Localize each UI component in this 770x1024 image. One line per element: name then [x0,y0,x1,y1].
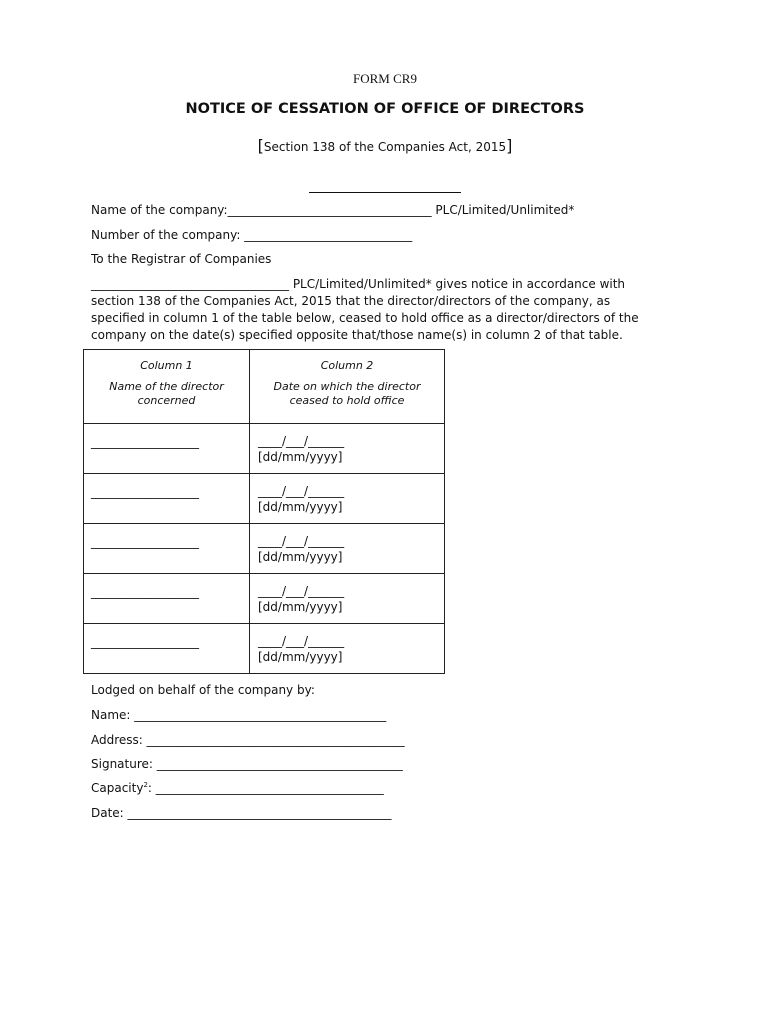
date-blank[interactable]: ____/___/______ [258,484,345,498]
cessation-date-cell[interactable] [250,574,445,624]
column-1-desc-line-1: Name of the director [109,380,224,393]
registrar-line: To the Registrar of Companies [91,252,272,266]
director-name-cell[interactable] [84,474,250,524]
top-blank-line[interactable] [309,180,461,193]
column-2-desc-line-1: Date on which the director [273,380,421,393]
director-name-cell[interactable] [84,424,250,474]
date-format-hint: [dd/mm/yyyy] [258,450,343,464]
table-row [84,424,445,474]
table-row [84,474,445,524]
table-header-row [84,350,445,424]
subtitle-open-bracket: [ [257,136,264,155]
column-2-desc [250,380,444,408]
company-name-field[interactable]: Name of the company:__________________________________ PLC/Limited/Unlimited* [91,203,575,217]
subtitle-close-bracket: ] [506,136,513,155]
date-format-hint: [dd/mm/yyyy] [258,600,343,614]
director-name-blank[interactable]: __________________ [91,535,199,549]
company-number-field[interactable]: Number of the company: ____________________________ [91,228,413,242]
date-blank[interactable]: ____/___/______ [258,534,345,548]
capacity-label: Capacity [91,781,144,795]
date-format-hint: [dd/mm/yyyy] [258,500,343,514]
director-name-blank[interactable]: __________________ [91,585,199,599]
lodger-signature-field[interactable]: Signature: _________________________________________ [91,757,403,771]
lodged-intro: Lodged on behalf of the company by: [91,683,315,697]
cessation-date-cell[interactable] [250,474,445,524]
column-1-desc [84,380,249,408]
lodger-date-field[interactable]: Date: ____________________________________________ [91,806,392,820]
column-1-title: Column 1 [140,359,193,372]
date-format-hint: [dd/mm/yyyy] [258,650,343,664]
capacity-footnote-marker: 2 [143,781,148,789]
column-1-header [84,350,250,424]
director-name-blank[interactable]: __________________ [91,485,199,499]
cessation-date-cell[interactable] [250,424,445,474]
director-name-cell[interactable] [84,524,250,574]
date-blank[interactable]: ____/___/______ [258,634,345,648]
page-subtitle [0,136,770,155]
directors-table [83,349,445,674]
table-row [84,574,445,624]
column-2-header [250,350,445,424]
column-2-desc-line-2: ceased to hold office [289,394,405,407]
director-name-cell[interactable] [84,574,250,624]
notice-paragraph: _________________________________ PLC/Limited/Unlimited* gives notice in accordance with section 138 of the Companies Act, 2015 that the director/directors of the company, as specified in column 1 of the table below, ceased to hold office as a director/directors of the company on the date(s) specified opposite that/those name(s) in column 2 of that table. [91,277,639,342]
director-name-blank[interactable]: __________________ [91,635,199,649]
table-row [84,524,445,574]
subtitle-text: Section 138 of the Companies Act, 2015 [263,140,507,154]
date-blank[interactable]: ____/___/______ [258,434,345,448]
lodger-name-field[interactable]: Name: __________________________________________ [91,708,387,722]
cessation-date-cell[interactable] [250,524,445,574]
director-name-cell[interactable] [84,624,250,674]
page-title: NOTICE OF CESSATION OF OFFICE OF DIRECTORS [185,101,585,117]
table-row [84,624,445,674]
date-format-hint: [dd/mm/yyyy] [258,550,343,564]
form-code: FORM CR9 [353,71,417,86]
lodger-address-field[interactable]: Address: ___________________________________________ [91,733,405,747]
date-blank[interactable]: ____/___/______ [258,584,345,598]
cessation-date-cell[interactable] [250,624,445,674]
director-name-blank[interactable]: __________________ [91,435,199,449]
lodger-capacity-field[interactable] [91,781,384,795]
column-1-desc-line-2: concerned [137,394,196,407]
column-2-title: Column 2 [320,359,374,372]
capacity-blank[interactable]: : ______________________________________ [147,781,384,795]
